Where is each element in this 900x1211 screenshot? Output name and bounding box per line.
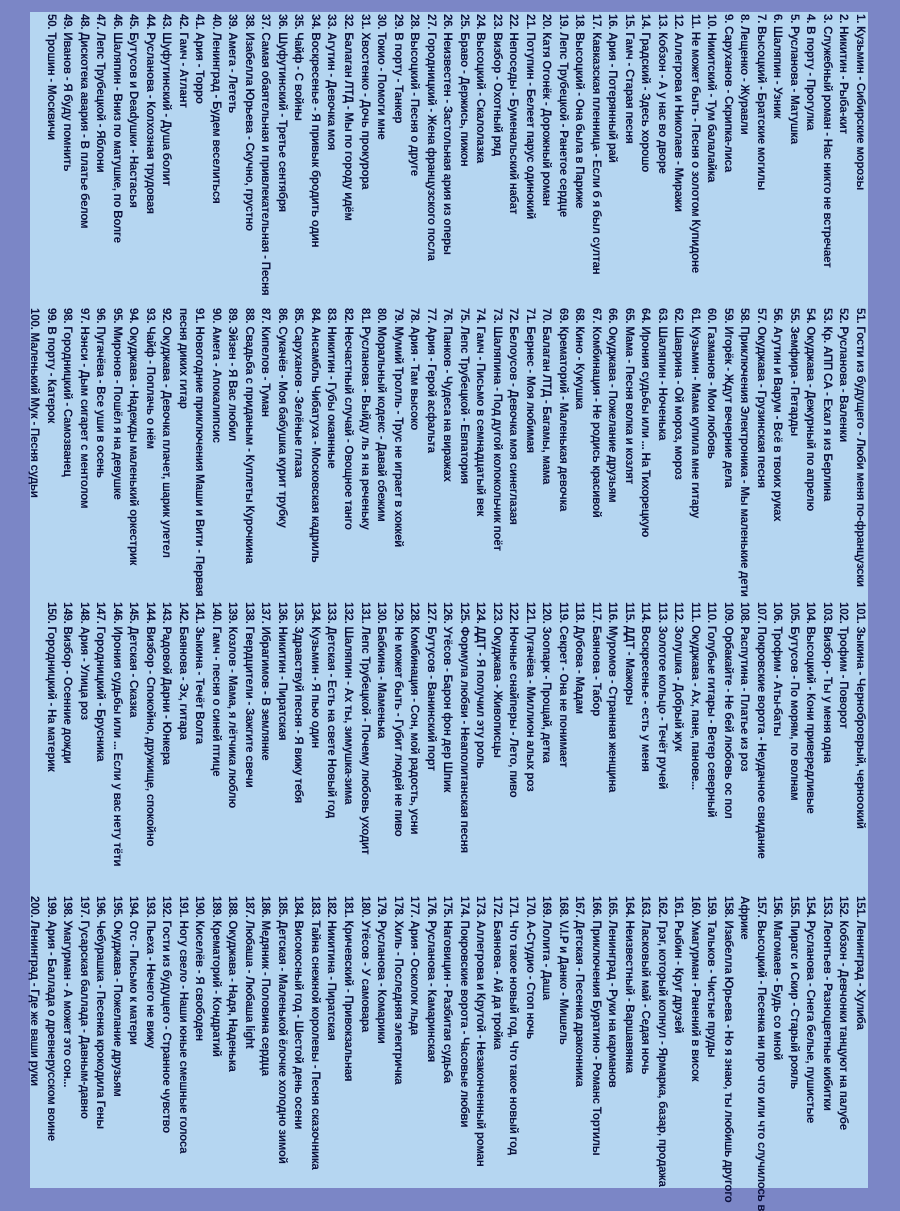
song-entry: 95. Миронов - Пошёл я на девушке — [110, 308, 124, 500]
song-entry: 165. Ленинград - Руки на карманов — [606, 896, 620, 1088]
song-entry: 37. Самая обаятельная и привлекательная - Песня — [259, 14, 273, 296]
song-entry: 45. Бутусов и Deadушки - Настасья — [127, 14, 141, 208]
song-entry: 66. Окуджава - Пожелание друзьям — [606, 308, 620, 503]
song-entry: 68. Кино - Кукушка — [573, 308, 587, 410]
song-entry: 103. Визбор - Ты у меня одна — [820, 602, 834, 763]
song-entry: 15. Гамч - Старая песня — [622, 14, 636, 144]
song-entry: 127. Бутусов - Ванинский порт — [424, 602, 438, 771]
song-entry: 172. Баянова - Ай да тройка — [490, 896, 504, 1050]
song-entry: 142. Баянова - Эх, гитара — [176, 602, 190, 740]
song-entry: 99. В порту - Катерок — [44, 308, 58, 424]
song-entry: 196. Чебурашка - Песенка крокодила Гены — [94, 896, 108, 1129]
song-entry: 60. Газманов - Мои любовь — [705, 308, 719, 459]
song-entry: 107. Покровские ворота - Неудачное свидание — [754, 602, 768, 859]
song-entry: 149. Визбор - Осенние дожди — [61, 602, 75, 764]
song-entry: 192. Гости из будущего - Странное чувство — [160, 896, 174, 1133]
song-entry: 83. Никитин - Губы окаянные — [325, 308, 339, 469]
song-entry: 122. Ночные снайперы - Лето, пиво — [507, 602, 521, 798]
song-entry: 4. В порту - Прогулка — [804, 14, 818, 131]
song-entry: 129. Не может быть - Губит людей не пиво — [391, 602, 405, 837]
song-entry: 124. ДДТ - Я получил эту роль — [474, 602, 488, 769]
song-entry: 114. Воскресенье - есть у меня — [639, 602, 653, 772]
song-entry: 85. Саруханов - Зелёные глаза — [292, 308, 306, 478]
song-entry: 128. Комбинация - Сон, мой радость, усни — [408, 602, 422, 835]
song-entry: 121. Пугачёва - Миллион алых роз — [523, 602, 537, 792]
song-entry: 181. Кричевский - Привокзальная — [342, 896, 356, 1082]
song-entry: 5. Русланова - Матушка — [787, 14, 801, 144]
song-entry: 38. Изабелла Юрьева - Скучно, грустно — [242, 14, 256, 231]
song-entry: 138. Гвердцители - Зажгите свечи — [242, 602, 256, 788]
song-entry: 140. Гамч - песня о синей птице — [209, 602, 223, 777]
song-entry: 118. Дубова - Мадам — [573, 602, 587, 714]
song-entry: 199. Ария - Баллада о древнерусском воине — [44, 896, 58, 1141]
song-entry: 33. Агутин - Девочка моя — [325, 14, 339, 151]
song-entry: 189. Крематорий - Кондратий — [209, 896, 223, 1057]
song-entry: 1. Кузьмин - Сибирские морозы — [854, 14, 867, 191]
song-entry: 182. Никитина - Пиратская — [325, 896, 339, 1041]
song-entry: 86. Сукачёв - Моя бабушка курит трубку — [275, 308, 289, 528]
song-entry: 69. Крематорий - Маленькая девочка — [556, 308, 570, 512]
song-entry: 111. Окуджава - Ах, пане, панове... — [688, 602, 702, 790]
song-entry: 92. Окуджава - Девочка плачет, шарик улетел — [160, 308, 174, 558]
song-entry: 160. Умагурман - Ранений в висок — [688, 896, 702, 1082]
song-entry: 137. Ибрагимов - В землянке — [259, 602, 273, 761]
song-entry: 94. Окуджава - Надежды маленький оркестрик — [127, 308, 141, 566]
song-entry: 19. Лепс Трубецкой - Ранетое сердце — [556, 14, 570, 217]
song-entry: 82. Несчастный случай - Овощное танго — [342, 308, 356, 530]
song-entry: 101. Зыкина - Черноброврый, черноокий — [854, 602, 867, 829]
song-entry: 134. Кузьмин - Я пью один — [308, 602, 322, 749]
song-entry: 59. Игорёк - Ждут вечерние дела — [721, 308, 735, 488]
song-entry: 141. Зыкина - Течёт Волга — [193, 602, 207, 744]
song-entry: 145. Детская - Сказка — [127, 602, 141, 718]
song-entry: 150. Городницкий - На материк — [44, 602, 58, 772]
song-entry: 78. Ария - Там высоко — [408, 308, 422, 431]
song-column-4 — [28, 894, 868, 1211]
song-entry: 36. Шуфутинский - Третье сентября — [275, 14, 289, 212]
song-entry: 30. Токио - Помоги мне — [375, 14, 389, 140]
song-entry: 112. Золушка - Добрый жук — [672, 602, 686, 752]
song-entry: 126. Утёсов - Барон фон дер Шпик — [441, 602, 455, 793]
song-entry: 43. Шуфутинский - Душа болит — [160, 14, 174, 186]
song-list-sheet — [28, 12, 868, 1211]
song-entry: 130. Бабкина - Маменька — [375, 602, 389, 739]
song-entry: 116. Муромов - Странная женщина — [606, 602, 620, 793]
song-entry: 64. Ирония судьбы или ... На Тихорецкую — [639, 308, 653, 538]
song-entry: 81. Русланова - Выйду ль я на реченьку — [358, 308, 372, 530]
song-entry: 28. Высоцкий - Песня о друге — [408, 14, 422, 177]
song-entry: 97. Нэнси - Дым сигарет с ментолом — [77, 308, 91, 509]
song-column-1 — [30, 12, 868, 306]
song-entry: 77. Ария - Герой асфальта — [424, 308, 438, 453]
song-entry: 67. Комбинация - Не родись красивой — [589, 308, 603, 518]
song-entry: 49. Иванов - Я буду помнить — [61, 14, 75, 172]
song-entry: 161. Рыбин - Круг друзей — [672, 896, 686, 1034]
song-entry: 133. Детская - Есть на свете Новый год — [325, 602, 339, 819]
song-entry: 93. Чайф - Поплачь о нём — [143, 308, 157, 449]
song-entry: 39. Амега - Лететь — [226, 14, 240, 114]
song-entry: 44. Русланова - Колхозная трудовая — [143, 14, 157, 214]
song-entry: 74. Гамч - Письмо в семнадцатый век — [474, 308, 488, 517]
song-entry: 146. Ирония судьбы или ... Если у вас нету тёти — [110, 602, 124, 867]
song-entry: 169. Лолита - Даша — [540, 896, 554, 1000]
song-entry: Африке — [738, 896, 752, 940]
song-entry: 25. Браво - Держись, пижон — [457, 14, 471, 167]
song-entry: песня диких гитар — [176, 308, 190, 409]
song-entry: 71. Бернес - Моя любимая — [523, 308, 537, 453]
song-column-3 — [30, 600, 868, 894]
song-entry: 155. Пирагс и Скир - Старый рояль — [787, 896, 801, 1090]
song-entry: 104. Высоцкий - Кони привередливые — [804, 602, 818, 814]
song-entry: 152. Кобзон - Девчонки танцуют на палубе — [837, 896, 851, 1130]
song-entry: 11. Не может быть - Песня о золотом Купидоне — [688, 14, 702, 273]
song-entry: 105. Бутусов - По морям, по волнам — [787, 602, 801, 801]
song-entry: 176. Русланова - Камаринская — [424, 896, 438, 1062]
song-entry: 171. Что такое новый год, Что такое новый год — [507, 896, 521, 1155]
song-entry: 70. Балаган ЛТД - Багамы, мама — [540, 308, 554, 485]
song-entry: 108. Распутина - Платье из роз — [738, 602, 752, 772]
song-entry: 184. Високосный год - Шестой день осени — [292, 896, 306, 1130]
song-entry: 23. Визбор - Охотный ряд — [490, 14, 504, 156]
song-entry: 34. Воскресенье - Я привык бродить один — [308, 14, 322, 248]
song-entry: 159. Тальков - Чистые пруды — [705, 896, 719, 1058]
song-entry: 62. Шаврина - Ой мороз, мороз — [672, 308, 686, 480]
song-entry: 175. Наговицин - Разбитая судьба — [441, 896, 455, 1083]
song-entry: 29. В порту - Танкер — [391, 14, 405, 124]
song-entry: 12. Аллегрова и Николаев - Миражи — [672, 14, 686, 212]
song-entry: 50. Трошин - Москвичи — [44, 14, 58, 140]
song-entry: 148. Ария - Улица роз — [77, 602, 91, 720]
song-entry: 163. Ласковый май - Седая ночь — [639, 896, 653, 1075]
song-entry: 194. Отс - Письмо к матери — [127, 896, 141, 1045]
song-entry: 2. Никитин - Рыба-кит — [837, 14, 851, 134]
song-entry: 147. Городницкий - Брусника — [94, 602, 108, 762]
song-entry: 125. Формула любви - Неаполитанская песня — [457, 602, 471, 853]
song-entry: 72. Белоусов - Девочка моя синеглазая — [507, 308, 521, 525]
song-entry: 162. Грэг, который копнул - Ярмарка, базар, продажа — [655, 896, 669, 1187]
song-entry: 109. Орбакайте - Не бей любовь ос пол — [721, 602, 735, 819]
song-entry: 188. Окуджава - Надя, Наденька — [226, 896, 240, 1072]
song-entry: 197. Гусарская баллада - Давным-давно — [77, 896, 91, 1119]
song-entry: 195. Окуджава - Пожелание друзьям — [110, 896, 124, 1097]
song-entry: 139. Козлов - Мама, я лётчика люблю — [226, 602, 240, 808]
song-entry: 41. Ария - Торро — [193, 14, 207, 104]
song-entry: 110. Голубые гитары - Ветер северный — [705, 602, 719, 818]
song-entry: 158. Изабелла Юрьева - Но я знаю, ты любишь другого — [721, 896, 735, 1203]
song-entry: 157. Высоцкий - Песенка ни про что или что случилось в — [754, 896, 768, 1211]
song-entry: 24. Высоцкий - Скалолазка — [474, 14, 488, 163]
song-entry: 191. Ногу свело - Наши юные смешные голоса — [176, 896, 190, 1154]
song-entry: 80. Моральный кодекс - Давай сбежим — [375, 308, 389, 522]
song-entry: 185. Детская - Маленькой ёлочке холодно зимой — [275, 896, 289, 1164]
song-entry: 16. Ария - Потерянный рай — [606, 14, 620, 163]
song-entry: 198. Умагурман - А может это сон... — [61, 896, 75, 1088]
song-entry: 88. Свадьба с приданым - Куплеты Курочкина — [242, 308, 256, 564]
song-entry: 21. Потупин - Белеет парус одинокий — [523, 14, 537, 219]
song-entry: 18. Высоцкий - Она была в Париже — [573, 14, 587, 209]
song-entry: 22. Непоседы - Буменальский набат — [507, 14, 521, 215]
song-entry: 32. Балаган ЛТД - Мы по городу идём — [342, 14, 356, 221]
song-entry: 57. Окуджава - Грузинская песня — [754, 308, 768, 488]
song-entry: 100. Маленький Мук - Песня судьи — [28, 308, 42, 498]
rotated-content — [28, 12, 868, 1211]
song-entry: 76. Панков - Чудеса на виражах — [441, 308, 455, 482]
song-entry: 151. Ленинград - Хулиба — [854, 896, 867, 1030]
song-entry: 98. Городницкий - Самозванец — [61, 308, 75, 477]
song-entry: 119. Секрет - Она не понимает — [556, 602, 570, 768]
song-entry: 52. Русланова - Валенки — [837, 308, 851, 442]
song-entry: 123. Окуджава - Живописцы — [490, 602, 504, 758]
song-entry: 3. Служебный роман - Нас никто не встречает — [820, 14, 834, 268]
song-entry: 13. Кобзон - А у нас во дворе — [655, 14, 669, 174]
song-entry: 63. Шаляпин - Ноченька — [655, 308, 669, 441]
song-entry: 173. Аллегрова и Крутой - Незаконченный роман — [474, 896, 488, 1167]
song-entry: 143. Радовой Дарни - Юнкера — [160, 602, 174, 765]
song-entry: 46. Шаляпин - Вниз по матушке, по Волге — [110, 14, 124, 243]
song-entry: 177. Ария - Осколок льда — [408, 896, 422, 1035]
song-entry: 42. Гамч - Атлант — [176, 14, 190, 108]
song-entry: 75. Лепс Трубецкой - Евпатория — [457, 308, 471, 484]
song-entry: 65. Мама - Песня волка и козлят — [622, 308, 636, 485]
song-entry: 183. Тайна снежной королевы - Песня сказочника — [308, 896, 322, 1170]
song-entry: 48. Дискотека авария - В платье белом — [77, 14, 91, 229]
song-entry: 96. Пугачёва - Все уши в осень — [94, 308, 108, 478]
song-entry: 200. Ленинград - Где же ваши руки — [28, 896, 42, 1086]
song-entry: 170. А-Студио - Стоп ночь — [523, 896, 537, 1039]
song-entry: 115. ДДТ - Мажоры — [622, 602, 636, 706]
song-entry: 117. Баянова - Табор — [589, 602, 603, 717]
song-entry: 190. Киселёв - Я свободен — [193, 896, 207, 1041]
song-entry: 193. Пьеха - Нечего не вижу — [143, 896, 157, 1049]
song-entry: 102. Трофим - Поворот — [837, 602, 851, 729]
song-entry: 9. Саруханов - Скрипка-лиса — [721, 14, 735, 173]
song-entry: 178. Хиль - Последняя электричка — [391, 896, 405, 1085]
song-entry: 113. Золотое кольцо - Течёт ручей — [655, 602, 669, 790]
song-entry: 187. Любаша - Любаша light — [242, 896, 256, 1049]
song-entry: 164. Неизвестный - Варшавянка — [622, 896, 636, 1073]
song-entry: 166. Приключения Буратино - Романс Тортилы — [589, 896, 603, 1156]
song-entry: 131. Лепс Трубецкой - Почему любовь уходит — [358, 602, 372, 855]
song-entry: 14. Градский - Здесь хорошо — [639, 14, 653, 173]
song-entry: 26. Неизвестен - Застольная ария из оперы — [441, 14, 455, 255]
song-entry: 56. Агутин и Варум - Всё в твоих руках — [771, 308, 785, 522]
song-entry: 135. Здравствуй песня - Я вижу тебя — [292, 602, 306, 804]
song-entry: 84. Ансамбль Чибатуха - Московская кадриль — [308, 308, 322, 563]
song-entry: 6. Шаляпин - Узник — [771, 14, 785, 119]
song-entry: 132. Шаляпин - Ах ты, зимушка-зима — [342, 602, 356, 805]
song-entry: 179. Русланова - Комарики — [375, 896, 389, 1044]
song-entry: 31. Хвостенко - Дочь прокурора — [358, 14, 372, 190]
song-entry: 154. Русланова - Снега белые, пушистые — [804, 896, 818, 1124]
song-column-2 — [30, 306, 868, 600]
song-entry: 8. Лещенко - Журавли — [738, 14, 752, 135]
song-entry: 7. Высоцкий - Братские могилы — [754, 14, 768, 191]
song-entry: 40. Ленинград - Будем веселиться — [209, 14, 223, 204]
song-entry: 17. Кавказская пленница - Если б я был султан — [589, 14, 603, 275]
song-entry: 90. Амега - Апокалипсис — [209, 308, 223, 443]
song-entry: 61. Кузьмин - Мама купила мне гитару — [688, 308, 702, 519]
song-entry: 174. Покровские ворота - Часовые любви — [457, 896, 471, 1128]
song-entry: 156. Магомаев - Будь со мной — [771, 896, 785, 1060]
song-entry: 186. Медяник - Половина сердца — [259, 896, 273, 1076]
song-entry: 20. Катя Огонёк - Дорожный роман — [540, 14, 554, 206]
song-entry: 144. Визбор - Спокойно, дружище, спокойно — [143, 602, 157, 847]
song-entry: 106. Трофим - Аты-баты — [771, 602, 785, 737]
song-entry: 53. Кр. АПП СА - Ехал я из Берлина — [820, 308, 834, 502]
song-entry: 58. Приключения Электроника - Мы маленькие дети — [738, 308, 752, 597]
song-entry: 136. Никитин - Пиратская — [275, 602, 289, 741]
song-entry: 79. Мумий Тролль - Трус не играет в хоккей — [391, 308, 405, 548]
song-entry: 89. Эйзен - Я Вас любил — [226, 308, 240, 442]
song-entry: 87. Кипелов - Туман — [259, 308, 273, 417]
song-entry: 91. Новогодние приключения Маши и Вити - Первая — [193, 308, 207, 597]
song-entry: 180. Утёсов - У самовара — [358, 896, 372, 1033]
song-entry: 168. V.I.P и Данко - Мишель — [556, 896, 570, 1045]
song-entry: 167. Детская - Песенка драконника — [573, 896, 587, 1087]
song-entry: 153. Леонтьев - Разноцветные кибитки — [820, 896, 834, 1111]
song-entry: 10. Никитский - Тум балалайка — [705, 14, 719, 183]
song-entry: 55. Земфира - Петарды — [787, 308, 801, 436]
song-entry: 120. Зоопарк - Прощай, детка — [540, 602, 554, 763]
song-entry: 51. Гости из будущего - Люби меня по-французски — [854, 308, 867, 587]
song-entry: 73. Шаляпина - Под дугой колокольчик поёт — [490, 308, 504, 551]
song-entry: 47. Лепс Трубецкой - Яблони — [94, 14, 108, 173]
song-entry: 27. Городницкий - Жена французского посла — [424, 14, 438, 261]
song-entry: 35. Чайф - С войны — [292, 14, 306, 121]
song-entry: 54. Окуджава - Дежурный по апрелю — [804, 308, 818, 512]
